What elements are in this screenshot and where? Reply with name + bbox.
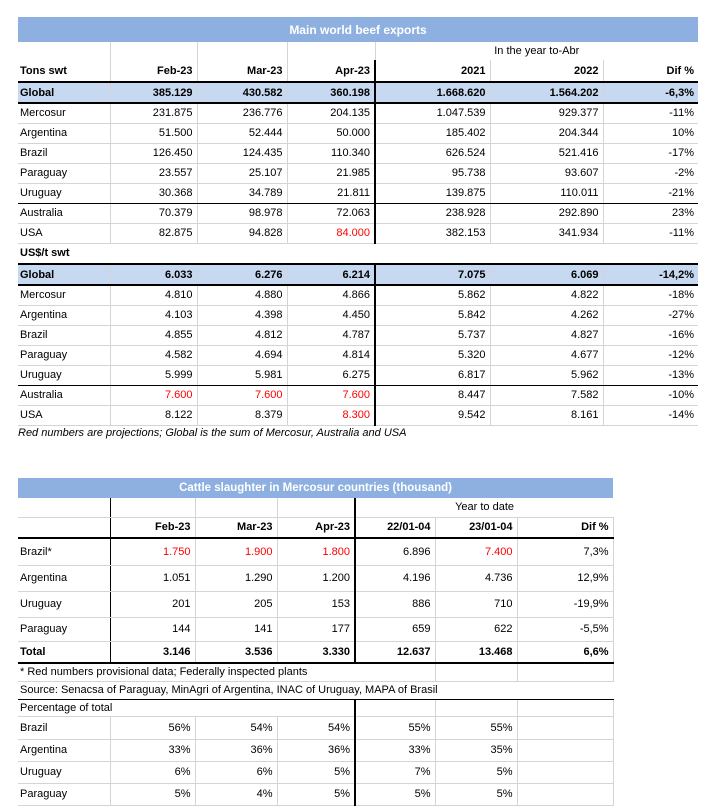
row-label: Argentina [18, 565, 110, 591]
cell: -12% [603, 345, 698, 365]
cell: -18% [603, 285, 698, 305]
cell: 5% [435, 783, 517, 805]
cell-projection: 84.000 [287, 223, 375, 243]
cell: 3.536 [195, 641, 277, 663]
cell: 5.981 [197, 365, 287, 385]
cell: 10% [603, 123, 698, 143]
column-header: Feb-23 [110, 517, 195, 538]
table-row [18, 325, 698, 345]
year-span-row [18, 42, 698, 60]
cell: 236.776 [197, 103, 287, 123]
cell: 82.875 [110, 223, 197, 243]
cell: 1.047.539 [375, 103, 490, 123]
cell: 886 [355, 591, 435, 617]
cell: 5% [355, 783, 435, 805]
cell: 4.810 [110, 285, 197, 305]
cell: 204.344 [490, 123, 603, 143]
cell: 430.582 [197, 82, 287, 103]
cell-provisional: 1.750 [110, 538, 195, 565]
cell: 110.011 [490, 183, 603, 203]
cell: 12.637 [355, 641, 435, 663]
cell: 929.377 [490, 103, 603, 123]
cell: -11% [603, 223, 698, 243]
cell: 5.320 [375, 345, 490, 365]
row-label: Paraguay [18, 345, 110, 365]
cell: 36% [195, 739, 277, 761]
table-row [18, 203, 698, 223]
row-label: Brazil [18, 143, 110, 163]
cell-projection: 7.600 [287, 385, 375, 405]
cell: 21.985 [287, 163, 375, 183]
table-row [18, 103, 698, 123]
column-header: 2021 [375, 60, 490, 82]
cell: 8.447 [375, 385, 490, 405]
cell: 7.582 [490, 385, 603, 405]
cell-projection: 7.600 [197, 385, 287, 405]
row-label: Paraguay [18, 783, 110, 805]
cell: 141 [195, 617, 277, 641]
column-header: Mar-23 [197, 60, 287, 82]
cell: 139.875 [375, 183, 490, 203]
cell: -27% [603, 305, 698, 325]
table-row [18, 365, 698, 385]
cell: 1.200 [277, 565, 355, 591]
column-header: 2022 [490, 60, 603, 82]
total-row [18, 641, 613, 663]
cell: 177 [277, 617, 355, 641]
column-header: Feb-23 [110, 60, 197, 82]
global-tons-row [18, 82, 698, 103]
cell: -14,2% [603, 264, 698, 285]
row-label: USA [18, 405, 110, 425]
cell: 21.811 [287, 183, 375, 203]
cell: 7% [355, 761, 435, 783]
cell: 54% [277, 716, 355, 739]
cell: 1.290 [195, 565, 277, 591]
column-header: Tons swt [18, 60, 110, 82]
year-span-header: In the year to-Abr [494, 45, 580, 57]
row-label: Global [18, 264, 110, 285]
cell: 23.557 [110, 163, 197, 183]
table-row [18, 123, 698, 143]
cell: -17% [603, 143, 698, 163]
cell: 4.103 [110, 305, 197, 325]
cell: -16% [603, 325, 698, 345]
cell: 1.668.620 [375, 82, 490, 103]
cell: 710 [435, 591, 517, 617]
cell: 55% [355, 716, 435, 739]
cell: 204.135 [287, 103, 375, 123]
cell-projection: 7.600 [110, 385, 197, 405]
cell: 231.875 [110, 103, 197, 123]
beef-exports-title: Main world beef exports [18, 17, 698, 42]
percentage-section-row [18, 699, 613, 716]
cell: 23% [603, 203, 698, 223]
cell: 5.862 [375, 285, 490, 305]
cell: 8.379 [197, 405, 287, 425]
percentage-section-label: Percentage of total [18, 699, 355, 716]
cell: 94.828 [197, 223, 287, 243]
row-label: Total [18, 641, 110, 663]
cell: 33% [110, 739, 195, 761]
table-row [18, 223, 698, 243]
row-label: Australia [18, 385, 110, 405]
cell: 201 [110, 591, 195, 617]
cell: 4.262 [490, 305, 603, 325]
column-header-row [18, 517, 613, 538]
cattle-footnote-1: * Red numbers provisional data; Federally inspected plants [18, 663, 435, 681]
beef-exports-footnote: Red numbers are projections; Global is the sum of Mercosur, Australia and USA [18, 427, 407, 439]
cell: 54% [195, 716, 277, 739]
cell: 6% [195, 761, 277, 783]
cell: 5% [277, 761, 355, 783]
cell: 126.450 [110, 143, 197, 163]
cell: 5% [277, 783, 355, 805]
cell: 4.694 [197, 345, 287, 365]
cell-provisional: 1.800 [277, 538, 355, 565]
cell: 1.564.202 [490, 82, 603, 103]
cell: -2% [603, 163, 698, 183]
cell: -14% [603, 405, 698, 425]
row-label: Uruguay [18, 761, 110, 783]
table-row [18, 385, 698, 405]
cell: -13% [603, 365, 698, 385]
cell: 5% [435, 761, 517, 783]
cell: 622 [435, 617, 517, 641]
cell: 4.812 [197, 325, 287, 345]
table-row [18, 345, 698, 365]
cell: 9.542 [375, 405, 490, 425]
global-usd-row [18, 264, 698, 285]
cell: 95.738 [375, 163, 490, 183]
table-row [18, 565, 613, 591]
cell: 8.122 [110, 405, 197, 425]
table-row [18, 783, 613, 805]
cell: 4.880 [197, 285, 287, 305]
row-label: Global [18, 82, 110, 103]
footnote-row [18, 681, 613, 699]
cell: 5.842 [375, 305, 490, 325]
row-label: Uruguay [18, 365, 110, 385]
cell: 8.161 [490, 405, 603, 425]
cell: 35% [435, 739, 517, 761]
cell: 124.435 [197, 143, 287, 163]
cell: 360.198 [287, 82, 375, 103]
cell: 52.444 [197, 123, 287, 143]
cell: 72.063 [287, 203, 375, 223]
cell: 144 [110, 617, 195, 641]
cell: 3.146 [110, 641, 195, 663]
cell: 292.890 [490, 203, 603, 223]
cell: -21% [603, 183, 698, 203]
cell: 6.896 [355, 538, 435, 565]
column-header: 23/01-04 [435, 517, 517, 538]
row-label: Paraguay [18, 617, 110, 641]
table-row [18, 617, 613, 641]
cell: 33% [355, 739, 435, 761]
cell: 36% [277, 739, 355, 761]
row-label: Argentina [18, 739, 110, 761]
cell: 6,6% [517, 641, 613, 663]
cell: 4.450 [287, 305, 375, 325]
cell: 6.069 [490, 264, 603, 285]
cell: 626.524 [375, 143, 490, 163]
column-header: Apr-23 [277, 517, 355, 538]
table-row [18, 761, 613, 783]
row-label: Brazil [18, 325, 110, 345]
cattle-slaughter-table [18, 478, 614, 806]
cell: 4.814 [287, 345, 375, 365]
cell: 6.276 [197, 264, 287, 285]
cell: 55% [435, 716, 517, 739]
cell-projection: 8.300 [287, 405, 375, 425]
cell: 98.978 [197, 203, 287, 223]
cell: 5.962 [490, 365, 603, 385]
row-label: Mercosur [18, 285, 110, 305]
cell: 6.033 [110, 264, 197, 285]
cell: 4.398 [197, 305, 287, 325]
row-label: Uruguay [18, 183, 110, 203]
cell: 56% [110, 716, 195, 739]
cell: 153 [277, 591, 355, 617]
row-label: Paraguay [18, 163, 110, 183]
cell: 12,9% [517, 565, 613, 591]
cell: 93.607 [490, 163, 603, 183]
column-header-row [18, 60, 698, 82]
year-span-row [18, 498, 613, 517]
cell: -6,3% [603, 82, 698, 103]
column-header: Apr-23 [287, 60, 375, 82]
cell: 51.500 [110, 123, 197, 143]
table-row [18, 143, 698, 163]
cell: 5.737 [375, 325, 490, 345]
row-label: Brazil [18, 716, 110, 739]
cell: 4% [195, 783, 277, 805]
cell: 1.051 [110, 565, 195, 591]
cell: 4.582 [110, 345, 197, 365]
table-row [18, 538, 613, 565]
cell: 4.866 [287, 285, 375, 305]
cell-provisional: 1.900 [195, 538, 277, 565]
table-row [18, 305, 698, 325]
cell: 238.928 [375, 203, 490, 223]
cell: 4.196 [355, 565, 435, 591]
row-label: Argentina [18, 305, 110, 325]
cell: 7.075 [375, 264, 490, 285]
cell: 3.330 [277, 641, 355, 663]
cell: 110.340 [287, 143, 375, 163]
row-label: Argentina [18, 123, 110, 143]
cell: 4.736 [435, 565, 517, 591]
cell: 6.817 [375, 365, 490, 385]
cell: -19,9% [517, 591, 613, 617]
column-header: 22/01-04 [355, 517, 435, 538]
cell: -5,5% [517, 617, 613, 641]
table-row [18, 591, 613, 617]
usd-section-label: US$/t swt [20, 247, 70, 260]
cell: 205 [195, 591, 277, 617]
row-label: Brazil* [18, 538, 110, 565]
cell: 185.402 [375, 123, 490, 143]
cell: 5.999 [110, 365, 197, 385]
footnote-row [18, 663, 613, 681]
cell: 4.855 [110, 325, 197, 345]
column-header: Dif % [517, 517, 613, 538]
table-row [18, 716, 613, 739]
table-row [18, 285, 698, 305]
cell: 382.153 [375, 223, 490, 243]
cell: 5% [110, 783, 195, 805]
cell: 4.822 [490, 285, 603, 305]
cattle-footnote-2: Source: Senacsa of Paraguay, MinAgri of Argentina, INAC of Uruguay, MAPA of Brasil [18, 681, 613, 699]
table-row [18, 163, 698, 183]
cell: 6% [110, 761, 195, 783]
cell: 34.789 [197, 183, 287, 203]
table-row [18, 739, 613, 761]
cell: 341.934 [490, 223, 603, 243]
cell: 659 [355, 617, 435, 641]
table-row [18, 183, 698, 203]
row-label: Australia [18, 203, 110, 223]
cell: 13.468 [435, 641, 517, 663]
usd-section-row [18, 243, 698, 264]
cell: 70.379 [110, 203, 197, 223]
cell: -11% [603, 103, 698, 123]
cell: 50.000 [287, 123, 375, 143]
beef-exports-table [18, 17, 698, 426]
column-header: Mar-23 [195, 517, 277, 538]
table-row [18, 405, 698, 425]
cell: -10% [603, 385, 698, 405]
year-span-header: Year to date [355, 498, 613, 517]
cell: 7,3% [517, 538, 613, 565]
cell: 6.214 [287, 264, 375, 285]
cell: 25.107 [197, 163, 287, 183]
cell: 4.787 [287, 325, 375, 345]
cell: 385.129 [110, 82, 197, 103]
cell: 4.827 [490, 325, 603, 345]
cell: 6.275 [287, 365, 375, 385]
cell: 4.677 [490, 345, 603, 365]
cell: 30.368 [110, 183, 197, 203]
cell: 521.416 [490, 143, 603, 163]
cell-provisional: 7.400 [435, 538, 517, 565]
row-label: Mercosur [18, 103, 110, 123]
cattle-table-title: Cattle slaughter in Mercosur countries (thousand) [18, 478, 613, 498]
row-label: Uruguay [18, 591, 110, 617]
column-header: Dif % [603, 60, 698, 82]
row-label: USA [18, 223, 110, 243]
